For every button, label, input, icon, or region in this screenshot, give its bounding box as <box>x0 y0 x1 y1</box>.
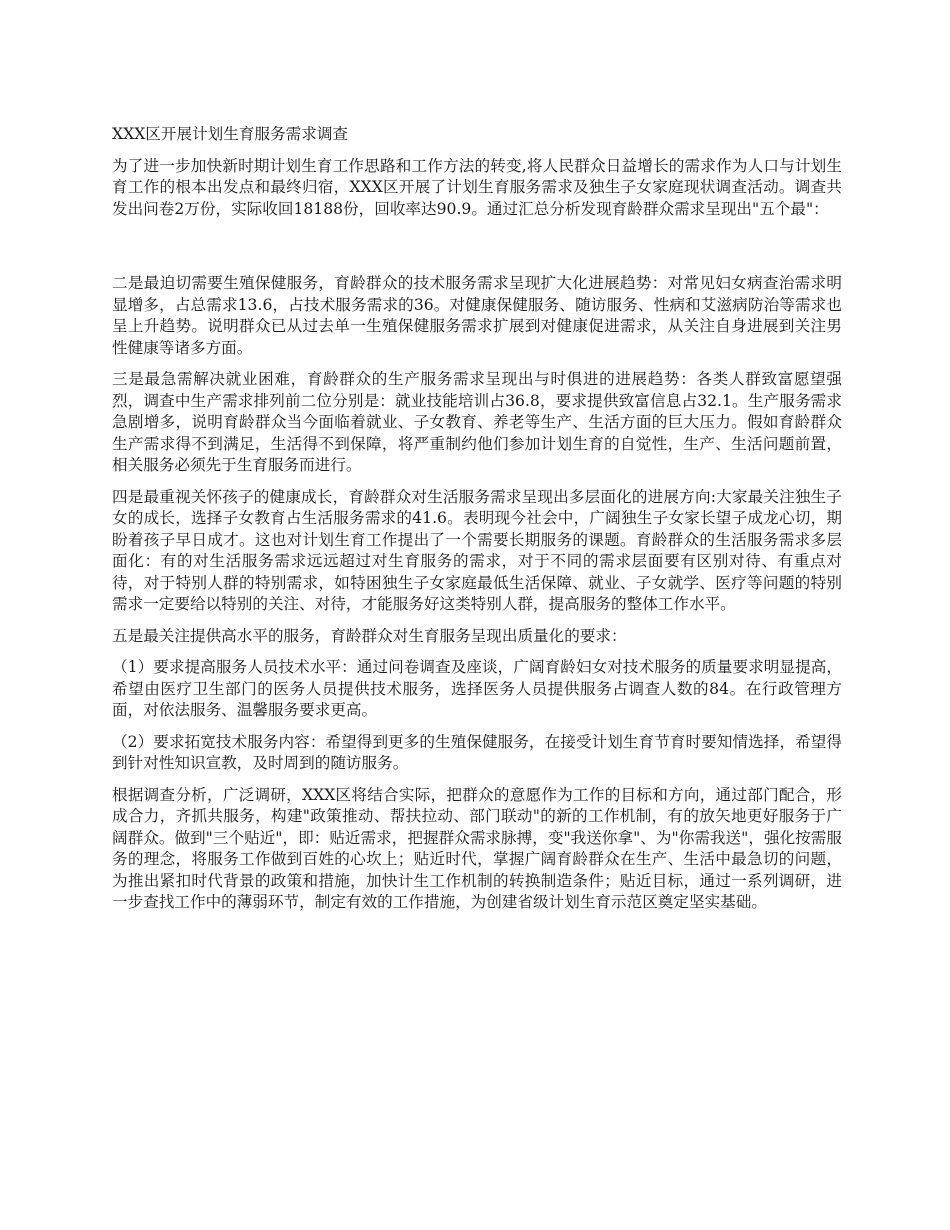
paragraph-third: 三是最急需解决就业困难，育龄群众的生产服务需求呈现出与时俱进的进展趋势：各类人群致富愿望强烈，调查中生产需求排列前二位分别是：就业技能培训占36.8，要求提供致富信息占32.1。生产服务需求急剧增多，说明育龄群众当今面临着就业、子女教育、养老等生产、生活方面的巨大压力。假如育龄群众生产需求得不到满足，生活得不到保障，将严重制约他们参加计划生育的自觉性，生产、生活问题前置，相关服务必须先于生育服务而进行。 <box>112 370 842 474</box>
document-title: XXX区开展计划生育服务需求调查 <box>112 125 349 143</box>
document-page <box>112 124 842 924</box>
blank-gap <box>112 230 842 273</box>
paragraph-second: 二是最迫切需要生殖保健服务，育龄群众的技术服务需求呈现扩大化进展趋势：对常见妇女病查治需求明显增多，占总需求13.6，占技术服务需求的36。对健康保健服务、随访服务、性病和艾滋病防治等需求也呈上升趋势。说明群众已从过去单一生殖保健服务需求扩展到对健康促进需求，从关注自身进展到关注男性健康等诸多方面。 <box>112 274 842 357</box>
paragraph-fourth: 四是最重视关怀孩子的健康成长，育龄群众对生活服务需求呈现出多层面化的进展方向:大家最关注独生子女的成长，选择子女教育占生活服务需求的41.6。表明现今社会中，广阔独生子女家长望子成龙心切，期盼着孩子早日成才。这也对计划生育工作提出了一个需要长期服务的课题。育龄群众的生活服务需求多层面化：有的对生活服务需求远远超过对生育服务的需求，对于不同的需求层面要有区别对待、有重点对待，对于特别人群的特别需求，如特困独生子女家庭最低生活保障、就业、子女就学、医疗等问题的特别需求一定要给以特别的关注、对待，才能服务好这类特别人群，提高服务的整体工作水平。 <box>112 487 842 613</box>
paragraph-item-1: （1）要求提高服务人员技术水平：通过问卷调查及座谈，广阔育龄妇女对技术服务的质量要求明显提高，希望由医疗卫生部门的医务人员提供技术服务，选择医务人员提供服务占调查人数的84。在行政管理方面，对依法服务、温馨服务要求更高。 <box>112 658 842 719</box>
paragraph-intro: 为了进一步加快新时期计划生育工作思路和工作方法的转变,将人民群众日益增长的需求作为人口与计划生育工作的根本出发点和最终归宿，XXX区开展了计划生育服务需求及独生子女家庭现状调查活动。调查共发出问卷2万份，实际收回18188份，回收率达90.9。通过汇总分析发现育龄群众需求呈现出"五个最"： <box>112 156 842 218</box>
paragraph-item-2: （2）要求拓宽技术服务内容：希望得到更多的生殖保健服务，在接受计划生育节育时要知情选择，希望得到针对性知识宣教，及时周到的随访服务。 <box>112 732 842 772</box>
paragraph-fifth: 五是最关注提供高水平的服务，育龄群众对生育服务呈现出质量化的要求： <box>112 626 627 645</box>
paragraph-conclusion: 根据调查分析，广泛调研，XXX区将结合实际，把群众的意愿作为工作的目标和方向，通过部门配合，形成合力，齐抓共服务，构建"政策推动、帮扶拉动、部门联动"的新的工作机制，有的放矢地更好服务于广阔群众。做到"三个贴近"，即：贴近需求，把握群众需求脉搏，变"我送你拿"、为"你需我送"，强化按需服务的理念，将服务工作做到百姓的心坎上；贴近时代，掌握广阔育龄群众在生产、生活中最急切的问题，为推出紧扣时代背景的政策和措施，加快计生工作机制的转换制造条件；贴近目标，通过一系列调研，进一步查找工作中的薄弱环节，制定有效的工作措施，为创建省级计划生育示范区奠定坚实基础。 <box>112 785 842 911</box>
